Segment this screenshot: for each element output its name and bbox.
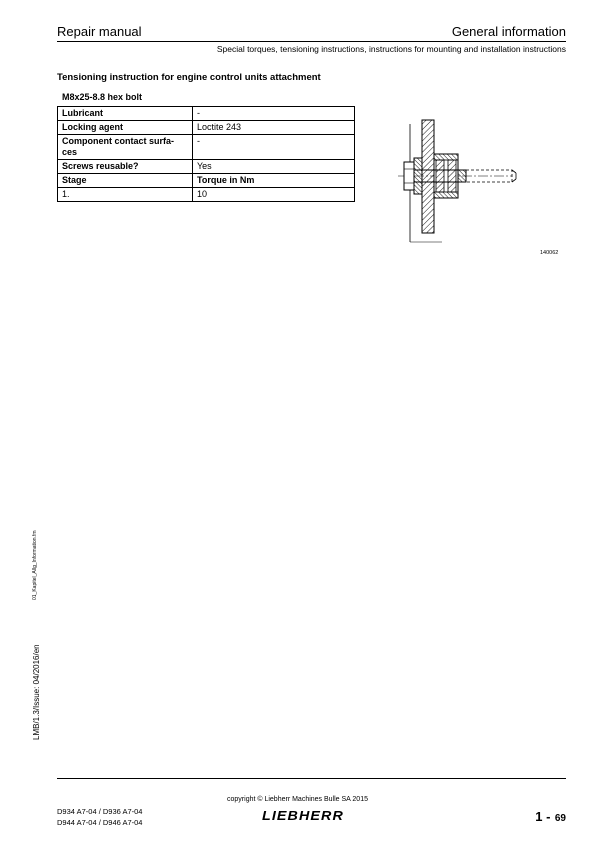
table-row — [58, 107, 355, 121]
liebherr-logo: LIEBHERR — [262, 808, 344, 823]
section-title: Tensioning instruction for engine control units attachment — [57, 72, 321, 83]
stage-header: Stage — [58, 174, 193, 188]
row-label: Lubricant — [58, 107, 193, 121]
row-value: - — [193, 135, 355, 160]
header-section-title: General information — [451, 24, 566, 39]
spec-table — [57, 106, 355, 202]
row-label: Screws reusable? — [58, 160, 193, 174]
side-issue: LMB/1.3/Issue: 04/2016/en — [32, 644, 41, 740]
row-value: Yes — [193, 160, 355, 174]
torque-header: Torque in Nm — [193, 174, 355, 188]
table-row — [58, 121, 355, 135]
header-subtitle: Special torques, tensioning instructions, instructions for mounting and installation instructions — [216, 44, 566, 54]
row-label: Component contact surfa-ces — [58, 135, 193, 160]
header-divider — [57, 41, 566, 42]
row-value: - — [193, 107, 355, 121]
side-filename: 01_Kapitel_Allg_Information.fm — [32, 530, 38, 600]
copyright-text: copyright © Liebherr Machines Bulle SA 2015 — [227, 796, 368, 803]
models-line-1: D934 A7-04 / D936 A7-04 — [57, 807, 143, 816]
stage-cell: 1. — [58, 188, 193, 202]
stage-header-row — [58, 174, 355, 188]
bolt-title: M8x25-8.8 hex bolt — [62, 92, 143, 102]
table-row — [58, 188, 355, 202]
page-chapter: 1 - — [535, 809, 551, 824]
engine-models — [57, 806, 142, 828]
header-manual-title: Repair manual — [57, 24, 142, 39]
table-row — [58, 160, 355, 174]
page-number — [535, 808, 566, 826]
row-label: Locking agent — [58, 121, 193, 135]
figure-id: 140062 — [540, 250, 559, 256]
page-index: 69 — [554, 813, 566, 824]
row-value: Loctite 243 — [193, 121, 355, 135]
torque-cell: 10 — [193, 188, 355, 202]
models-line-2: D944 A7-04 / D946 A7-04 — [57, 818, 143, 827]
footer-divider — [57, 778, 566, 779]
bolt-assembly-drawing — [396, 116, 568, 248]
table-row — [58, 135, 355, 160]
